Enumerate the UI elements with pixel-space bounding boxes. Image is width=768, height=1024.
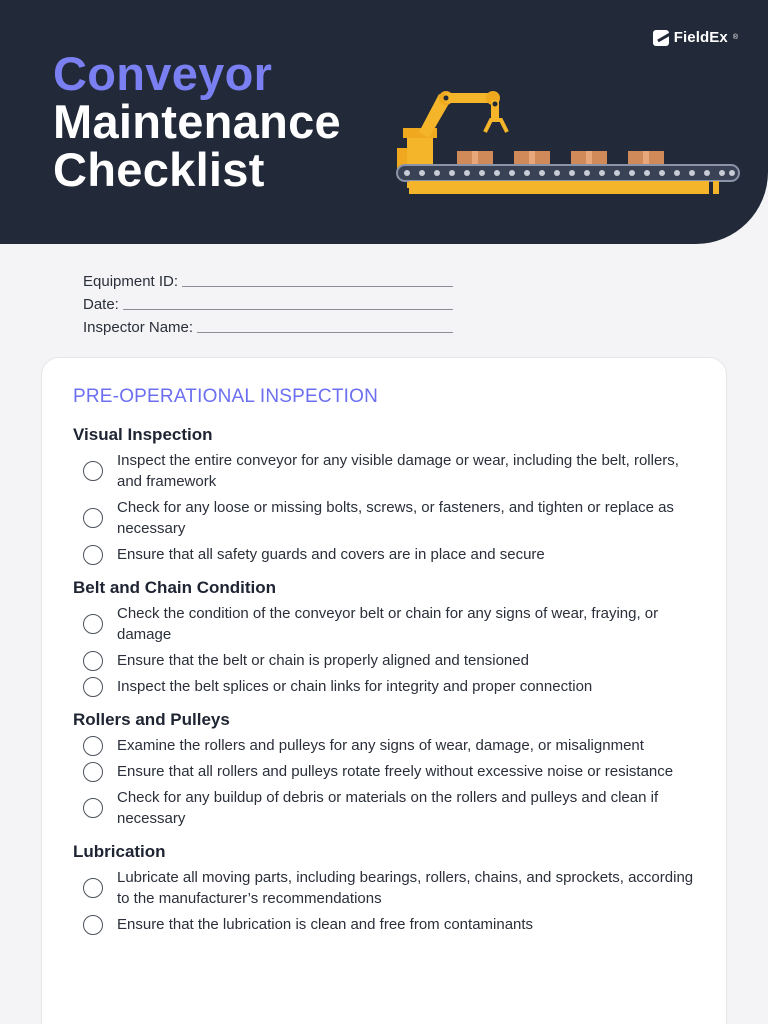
- checklist-item-text: Check for any buildup of debris or materials on the rollers and pulleys and clean if necessary: [117, 789, 659, 827]
- checkbox-circle-icon[interactable]: [83, 677, 103, 697]
- cardboard-boxes: [457, 151, 664, 165]
- checklist-item[interactable]: [73, 676, 713, 697]
- checklist-item-text: Ensure that all safety guards and covers are in place and secure: [117, 546, 545, 563]
- fieldex-logo-icon: [653, 30, 669, 46]
- checklist-item[interactable]: [73, 914, 713, 935]
- checkbox-circle-icon[interactable]: [83, 545, 103, 565]
- inspection-form-fields: [83, 267, 453, 336]
- title-line-checklist: Checklist: [53, 143, 265, 196]
- checklist-item[interactable]: [73, 787, 713, 829]
- group-items-belt-and-chain-condition: [73, 603, 713, 697]
- header-banner: [0, 0, 768, 244]
- checklist-item[interactable]: [73, 603, 713, 645]
- checklist-item-text: Examine the rollers and pulleys for any signs of wear, damage, or misalignment: [117, 737, 644, 754]
- checkbox-circle-icon[interactable]: [83, 508, 103, 528]
- group-items-visual-inspection: [73, 450, 713, 565]
- checklist-item[interactable]: [73, 544, 713, 565]
- robotic-arm-conveyor-illustration: [395, 88, 745, 200]
- checklist-item[interactable]: [73, 735, 713, 756]
- checklist-item[interactable]: [73, 650, 713, 671]
- brand-registered-mark: ®: [732, 34, 738, 41]
- checklist-item-text: Lubricate all moving parts, including bearings, rollers, chains, and sprockets, according to the manufacturer’s recommendations: [117, 869, 694, 907]
- equipment-id-field[interactable]: [83, 267, 453, 290]
- inspector-name-field[interactable]: [83, 313, 453, 336]
- inspector-name-input-line[interactable]: [197, 317, 453, 333]
- checklist-item-text: Ensure that the belt or chain is properly aligned and tensioned: [117, 652, 529, 669]
- group-title-rollers-and-pulleys: Rollers and Pulleys: [73, 710, 230, 729]
- checkbox-circle-icon[interactable]: [83, 614, 103, 634]
- section-title: PRE-OPERATIONAL INSPECTION: [73, 386, 379, 407]
- checklist-item[interactable]: [73, 761, 713, 782]
- checkbox-circle-icon[interactable]: [83, 736, 103, 756]
- checklist-item-text: Ensure that all rollers and pulleys rotate freely without excessive noise or resistance: [117, 763, 674, 780]
- group-items-lubrication: [73, 867, 713, 935]
- checklist-item-text: Check for any loose or missing bolts, screws, or fasteners, and tighten or replace as necessary: [117, 499, 674, 537]
- group-title-lubrication: Lubrication: [73, 842, 166, 861]
- checklist-item-text: Inspect the entire conveyor for any visible damage or wear, including the belt, rollers, and framework: [117, 452, 679, 490]
- page-title: [53, 47, 341, 196]
- checklist-item[interactable]: [73, 497, 713, 539]
- brand-name: FieldEx: [673, 29, 728, 46]
- fieldex-logo[interactable]: [653, 29, 738, 46]
- group-title-visual-inspection: Visual Inspection: [73, 425, 213, 444]
- checkbox-circle-icon[interactable]: [83, 651, 103, 671]
- checkbox-circle-icon[interactable]: [83, 461, 103, 481]
- title-line-maintenance: Maintenance: [53, 95, 341, 148]
- group-items-rollers-and-pulleys: [73, 735, 713, 829]
- equipment-id-input-line[interactable]: [182, 271, 453, 287]
- checkbox-circle-icon[interactable]: [83, 915, 103, 935]
- checkbox-circle-icon[interactable]: [83, 878, 103, 898]
- checklist-item[interactable]: [73, 867, 713, 909]
- inspector-name-label: Inspector Name:: [83, 319, 194, 336]
- date-input-line[interactable]: [123, 294, 453, 310]
- checklist-item-text: Check the condition of the conveyor belt or chain for any signs of wear, fraying, or damage: [117, 605, 659, 643]
- checklist-item-text: Inspect the belt splices or chain links for integrity and proper connection: [117, 678, 593, 695]
- checklist-item[interactable]: [73, 450, 713, 492]
- group-title-belt-and-chain-condition: Belt and Chain Condition: [73, 578, 277, 597]
- equipment-id-label: Equipment ID:: [83, 273, 179, 290]
- checklist-content: [73, 423, 713, 940]
- checkbox-circle-icon[interactable]: [83, 762, 103, 782]
- date-label: Date:: [83, 296, 119, 313]
- title-line-conveyor: Conveyor: [53, 47, 273, 100]
- checkbox-circle-icon[interactable]: [83, 798, 103, 818]
- date-field[interactable]: [83, 290, 453, 313]
- checklist-item-text: Ensure that the lubrication is clean and free from contaminants: [117, 916, 534, 933]
